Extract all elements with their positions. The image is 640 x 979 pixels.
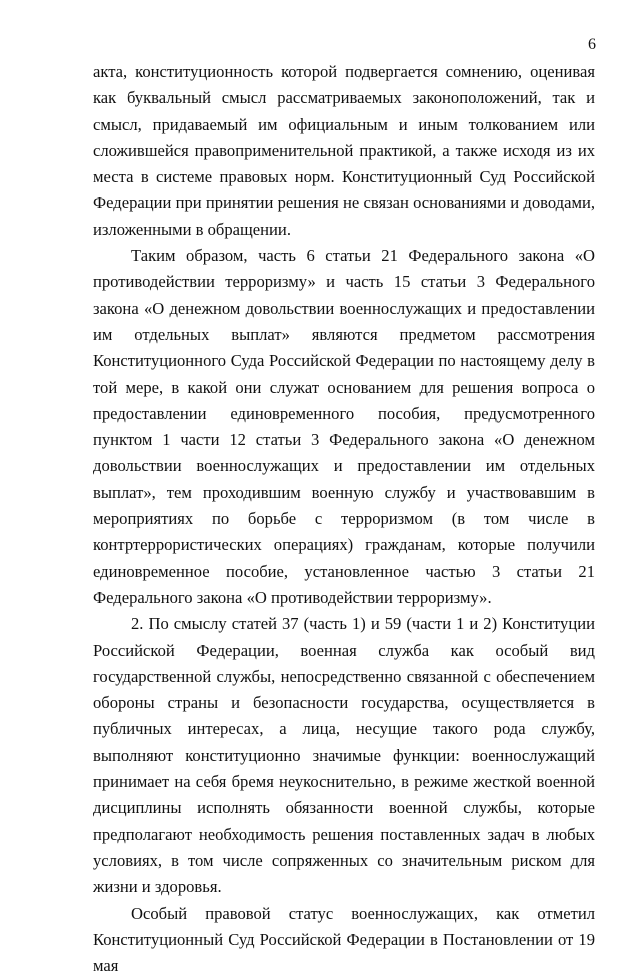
paragraph-subject-of-review: Таким образом, часть 6 статьи 21 Федерального закона «О противодействии терроризму» и часть 15 статьи 3 Федерального закона «О денежном довольствии военнослужащих и предоставлении им отдельных выплат» являются предметом рассмотрения Конституционного Суда Российской Федерации по настоящему делу в той мере, в какой они служат основанием для решения вопроса о предоставлении единовременного пособия, предусмотренного пунктом 1 части 12 статьи 3 Федерального закона «О денежном довольствии военнослужащих и предоставлении им отдельных выплат», тем проходившим военную службу и участвовавшим в мероприятиях по борьбе с терроризмом (в том числе в контртеррористических операциях) гражданам, которые получили единовременное пособие, установленное частью 3 статьи 21 Федерального закона «О противодействии терроризму». (93, 243, 595, 611)
document-body (93, 59, 595, 979)
page-number: 6 (588, 36, 596, 54)
paragraph-military-service: 2. По смыслу статей 37 (часть 1) и 59 (части 1 и 2) Конституции Российской Федерации, военная служба как особый вид государственной службы, непосредственно связанной с обеспечением обороны страны и безопасности государства, осуществляется в публичных интересах, а лица, несущие такого рода службу, выполняют конституционно значимые функции: военнослужащий принимает на себя бремя неукоснительно, в режиме жесткой военной дисциплины исполнять обязанности военной службы, которые предполагают необходимость решения поставленных задач в любых условиях, в том числе сопряженных со значительным риском для жизни и здоровья. (93, 611, 595, 900)
paragraph-legal-status: Особый правовой статус военнослужащих, как отметил Конституционный Суд Российской Федерации в Постановлении от 19 мая (93, 901, 595, 979)
paragraph-continuation: акта, конституционность которой подвергается сомнению, оценивая как буквальный смысл рассматриваемых законоположений, так и смысл, придаваемый им официальным и иным толкованием или сложившейся правоприменительной практикой, а также исходя из их места в системе правовых норм. Конституционный Суд Российской Федерации при принятии решения не связан основаниями и доводами, изложенными в обращении. (93, 59, 595, 243)
